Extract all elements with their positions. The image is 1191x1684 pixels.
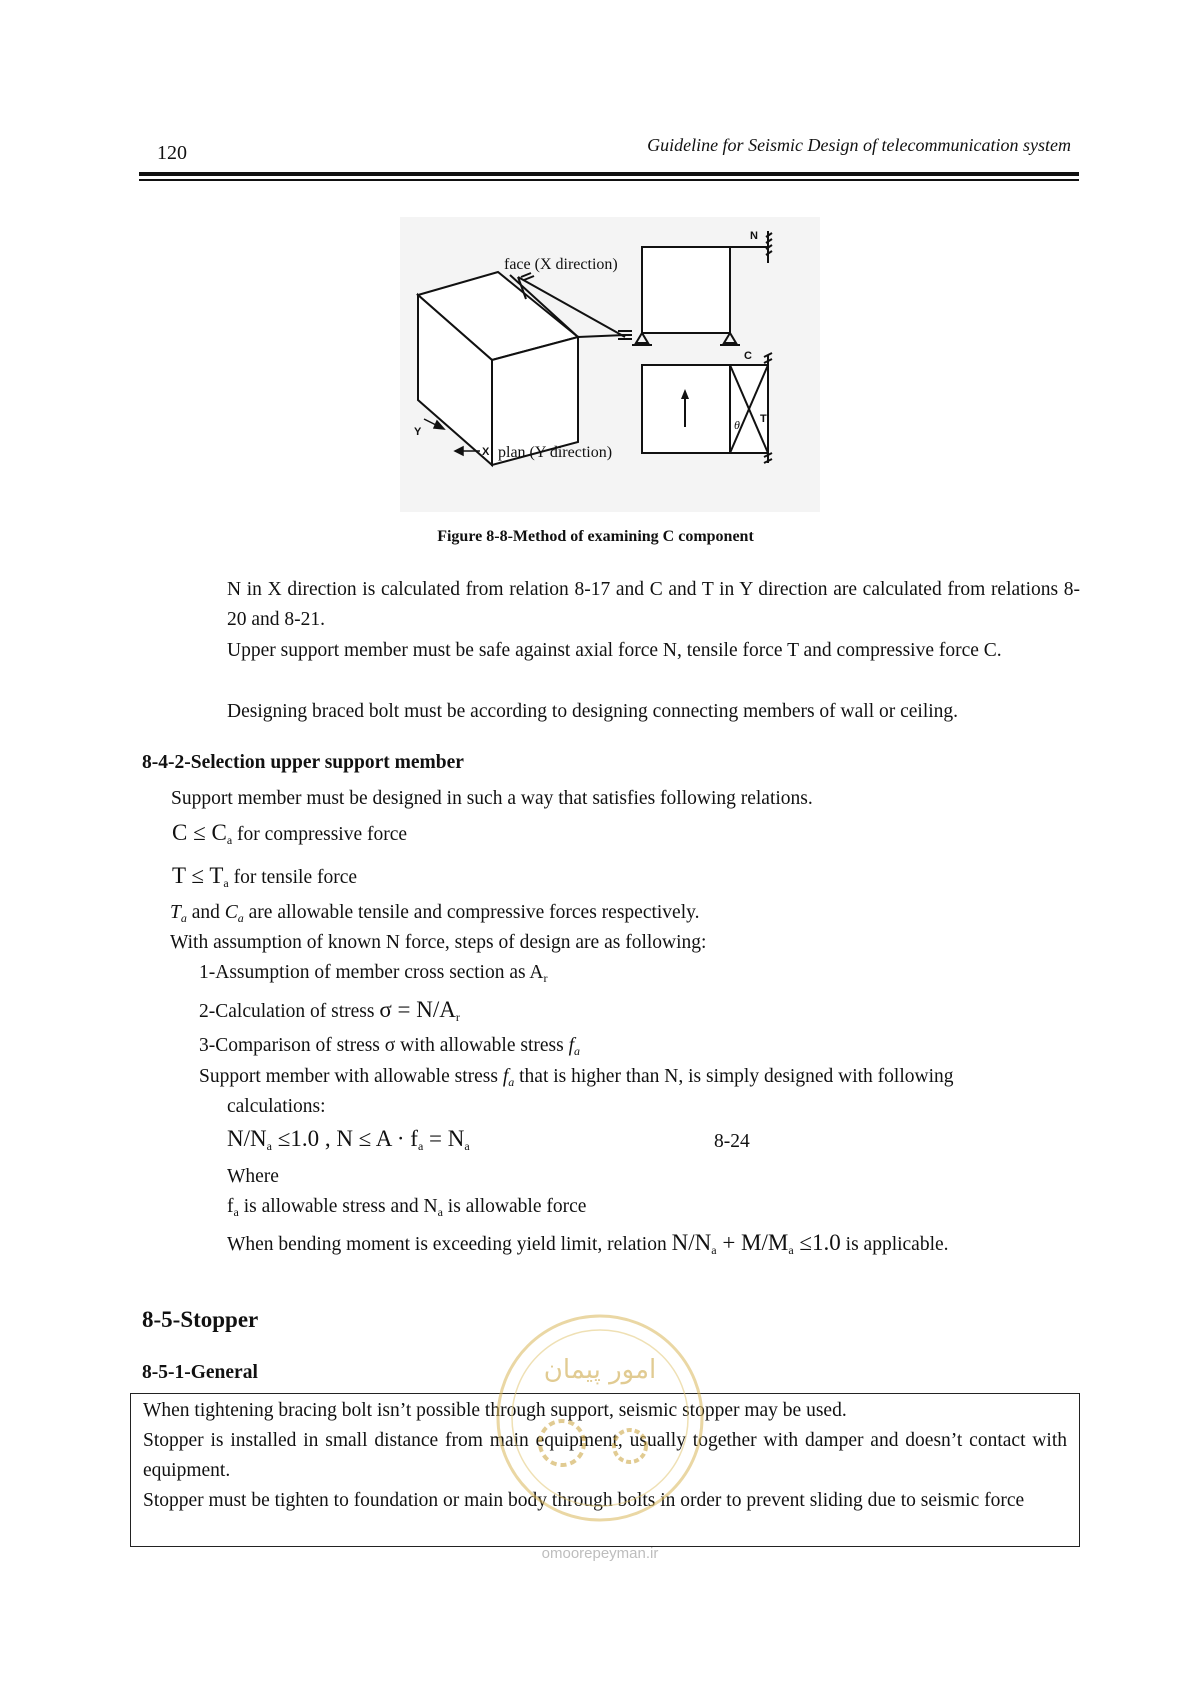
subscript: r [543, 971, 548, 985]
label-t: T [760, 413, 767, 425]
subscript: a [223, 876, 229, 890]
subscript: a [226, 833, 233, 847]
symbol-c: C [224, 902, 238, 923]
step-1 [199, 962, 547, 986]
label-n: N [750, 230, 758, 242]
subscript: a [266, 1139, 272, 1153]
section-heading-8-5: 8-5-Stopper [142, 1307, 259, 1332]
compressive-condition-math: C ≤ C [172, 820, 227, 845]
text: Support member with allowable stress [199, 1066, 503, 1087]
intro-paragraph-3: Designing braced bolt must be according to designing connecting members of wall or ceiling. [227, 701, 959, 722]
eq-part: ≤1.0 [793, 1230, 841, 1255]
running-title: Guideline for Seismic Design of telecommunication system [647, 135, 1071, 155]
section-heading-8-4-2: 8-4-2-Selection upper support member [142, 752, 464, 773]
step-3 [199, 1035, 580, 1059]
subscript: a [464, 1139, 470, 1153]
text: 3-Comparison of stress σ with allowable stress [199, 1035, 569, 1056]
figure-caption: Figure 8-8-Method of examining C component [437, 528, 754, 545]
label-theta: θ [734, 418, 740, 432]
subscript: a [233, 1205, 239, 1219]
text: is allowable force [442, 1196, 587, 1217]
symbol-f: f [568, 1035, 575, 1056]
text: is allowable stress and N [238, 1196, 438, 1217]
watermark-url: omoorepeyman.ir [541, 1545, 659, 1562]
box-paragraph-3: Stopper must be tighten to foundation or main body through bolts in order to prevent sliding due to seismic force [143, 1490, 1025, 1511]
where-label: Where [227, 1166, 279, 1187]
label-plan: plan (Y direction) [498, 444, 613, 461]
subscript: a [574, 1044, 581, 1058]
figure-drawing [400, 217, 820, 512]
symbol-f: f [227, 1196, 234, 1217]
text: that is higher than N, is simply designed with following [514, 1066, 954, 1087]
tensile-condition-math: T ≤ T [172, 863, 224, 888]
text: are allowable tensile and compressive forces respectively. [243, 902, 700, 923]
header-rule-thick [139, 172, 1079, 176]
watermark-logo [480, 1308, 720, 1573]
eq-part: ≤1.0 , N ≤ A · f [271, 1126, 418, 1151]
intro-paragraph-2: Upper support member must be safe against axial force N, tensile force T and compressive force C. [227, 640, 1002, 661]
bending-relation [227, 1230, 949, 1258]
eq-part: N/N [671, 1230, 712, 1255]
steps-intro: With assumption of known N force, steps of design are as following: [170, 932, 707, 953]
watermark-seal [480, 1308, 720, 1573]
box-paragraph-2: Stopper is installed in small distance from main equipment, usually together with damper and doesn’t contact with equipment. [143, 1430, 1067, 1481]
page-number: 120 [157, 142, 187, 164]
subscript: a [180, 911, 187, 925]
subscript: a [437, 1205, 443, 1219]
subscript: a [237, 911, 244, 925]
tensile-condition [172, 863, 357, 891]
tensile-condition-text: for tensile force [228, 867, 358, 888]
step-4 [199, 1066, 1080, 1090]
text: 2-Calculation of stress [199, 1001, 380, 1022]
equation-number: 8-24 [714, 1131, 750, 1152]
label-x: X [482, 446, 490, 458]
box-paragraph-1: When tightening bracing bolt isn’t possible through support, seismic stopper may be used. [143, 1400, 847, 1421]
text: and [186, 902, 225, 923]
label-c: C [744, 350, 752, 362]
text: 1-Assumption of member cross section as A [199, 962, 544, 983]
compressive-condition [172, 820, 407, 848]
subscript: a [711, 1243, 717, 1257]
step-4-continued: calculations: [227, 1096, 326, 1117]
subscript: a [417, 1139, 424, 1153]
allowable-forces-line [170, 902, 700, 926]
symbol-t: T [170, 902, 181, 923]
subscript: a [508, 1075, 515, 1089]
fa-definition [227, 1196, 586, 1220]
design-requirement: Support member must be designed in such a way that satisfies following relations. [171, 788, 813, 809]
step-2 [199, 997, 460, 1025]
label-face: face (X direction) [504, 256, 618, 273]
intro-paragraph-1: N in X direction is calculated from relation 8-17 and C and T in Y direction are calculated from relations 8-20 and 8-21. [227, 579, 1080, 630]
subscript: r [455, 1010, 460, 1024]
symbol-f: f [502, 1066, 509, 1087]
header-rule-thin [139, 179, 1079, 181]
compressive-condition-text: for compressive force [232, 824, 408, 845]
stress-formula: σ = N/A [379, 997, 456, 1022]
subscript: a [788, 1243, 794, 1257]
eq-part: N/N [227, 1126, 267, 1151]
equation-8-24 [227, 1126, 470, 1154]
section-heading-8-5-1: 8-5-1-General [142, 1362, 258, 1383]
label-y: Y [414, 426, 422, 438]
watermark-arabic: امور پیمان [543, 1355, 657, 1385]
text: is applicable. [840, 1234, 949, 1255]
figure-8-8 [400, 217, 820, 512]
text: When bending moment is exceeding yield limit, relation [227, 1234, 672, 1255]
eq-part: + M/M [716, 1230, 789, 1255]
eq-part: = N [423, 1126, 465, 1151]
